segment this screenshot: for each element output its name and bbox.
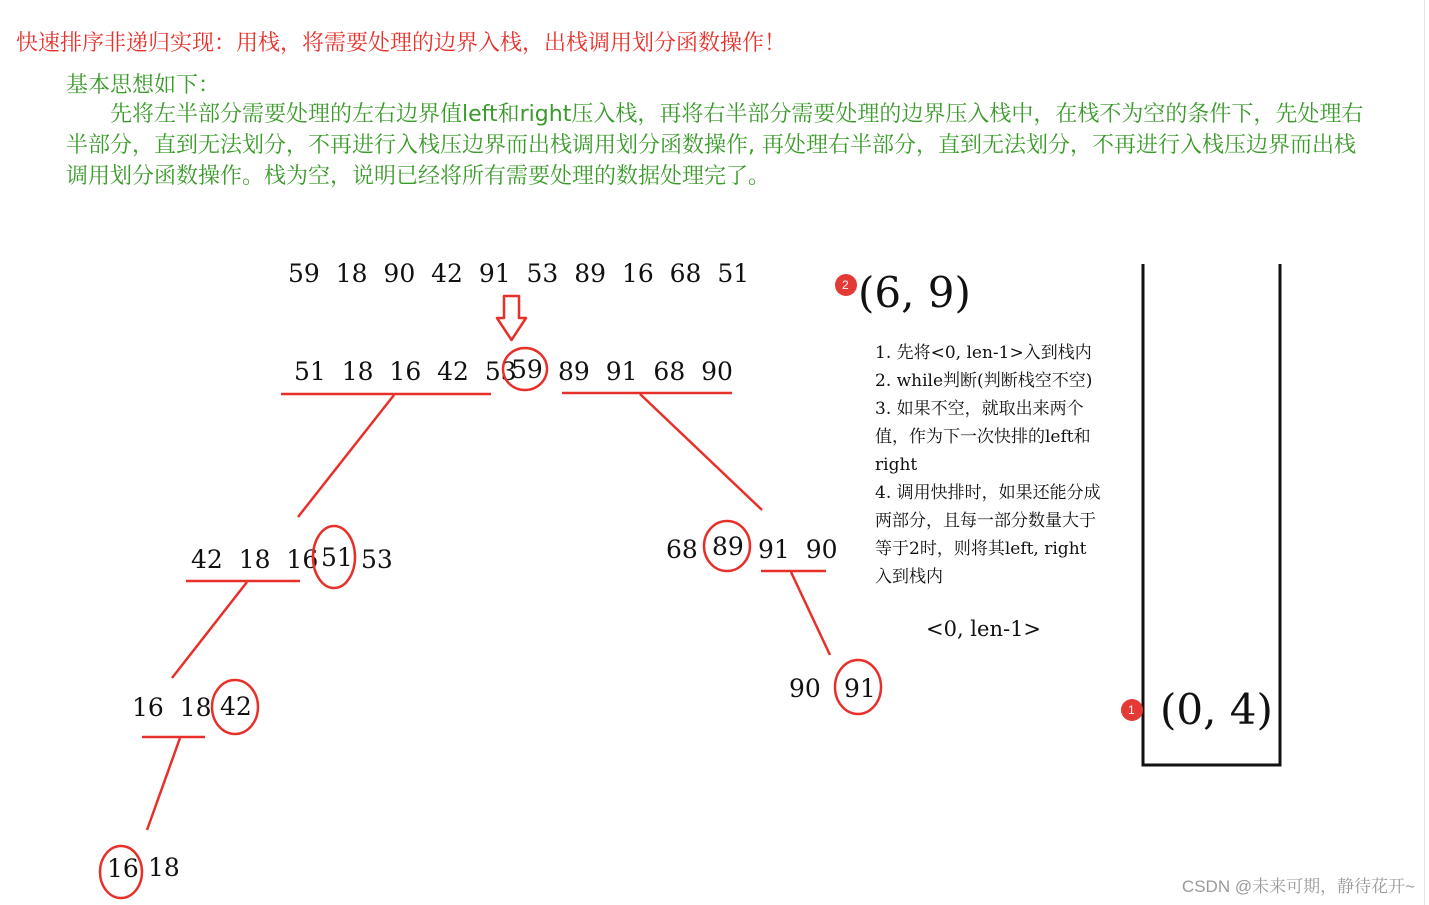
branch-right-2 — [791, 572, 830, 655]
step-line: 1. 先将<0, len-1>入到栈内 — [875, 343, 1092, 363]
branch-left-1 — [298, 395, 394, 517]
steps-list — [875, 343, 1101, 587]
branch-left-3 — [147, 738, 180, 830]
level1-right-partition: 89 91 68 90 — [558, 357, 733, 386]
stack-top-entry: (6, 9) — [858, 268, 971, 317]
step-line: right — [875, 455, 918, 475]
idea-body: 先将左半部分需要处理的左右边界值left和right压入栈，再将右半部分需要处理的边界压入栈中，在栈不为空的条件下，先处理右半部分，直到无法划分，不再进行入栈压边界而出栈调用划分函数操作, 再处理右半部分，直到无法划分，不再进行入栈压边界而出栈调用划分函数操作。栈为空，说明已经将所有需要处理的数据处理完了。 — [66, 102, 1364, 189]
level4-tail: 18 — [148, 853, 180, 882]
level2-left-partition: 42 18 16 — [191, 545, 319, 574]
level1-left-partition: 51 18 16 42 53 — [294, 357, 517, 386]
branch-right-1 — [640, 394, 762, 510]
level3-right-pivot: 91 — [844, 674, 876, 703]
level3-right-value: 90 — [789, 674, 821, 703]
level1-pivot: 59 — [511, 355, 543, 384]
page-heading: 快速排序非递归实现：用栈，将需要处理的边界入栈，出栈调用划分函数操作！ — [16, 31, 787, 56]
start-pair: <0, len-1> — [926, 617, 1042, 641]
level2-right-head: 68 — [666, 535, 698, 564]
watermark: CSDN @未来可期，静待花开~ — [1181, 877, 1415, 896]
branch-left-2 — [172, 582, 247, 678]
level3-left-partition: 16 18 — [132, 693, 212, 722]
level2-right-pivot: 89 — [712, 532, 744, 561]
stack-top-badge-number: 2 — [842, 278, 849, 292]
stack-bottom-badge-number: 1 — [1128, 703, 1135, 717]
step-line: 等于2时，则将其left, right — [875, 539, 1087, 559]
idea-title: 基本思想如下： — [66, 73, 221, 98]
level4-pivot: 16 — [107, 854, 139, 883]
step-line: 2. while判断(判断栈空不空) — [875, 371, 1093, 391]
step-line: 值，作为下一次快排的left和 — [875, 427, 1091, 447]
level2-left-tail: 53 — [361, 545, 393, 574]
step-line: 3. 如果不空，就取出来两个 — [875, 399, 1084, 419]
step-line: 4. 调用快排时，如果还能分成 — [875, 483, 1101, 503]
initial-array: 59 18 90 42 91 53 89 16 68 51 — [288, 259, 750, 288]
step-line: 两部分，且每一部分数量大于 — [875, 511, 1096, 531]
level2-right-tail: 91 90 — [758, 535, 838, 564]
step-line: 入到栈内 — [875, 567, 943, 587]
level2-left-pivot: 51 — [321, 543, 353, 572]
stack-bottom-entry: (0, 4) — [1160, 685, 1273, 734]
level3-left-pivot: 42 — [220, 692, 252, 721]
down-arrow-icon — [497, 296, 526, 340]
